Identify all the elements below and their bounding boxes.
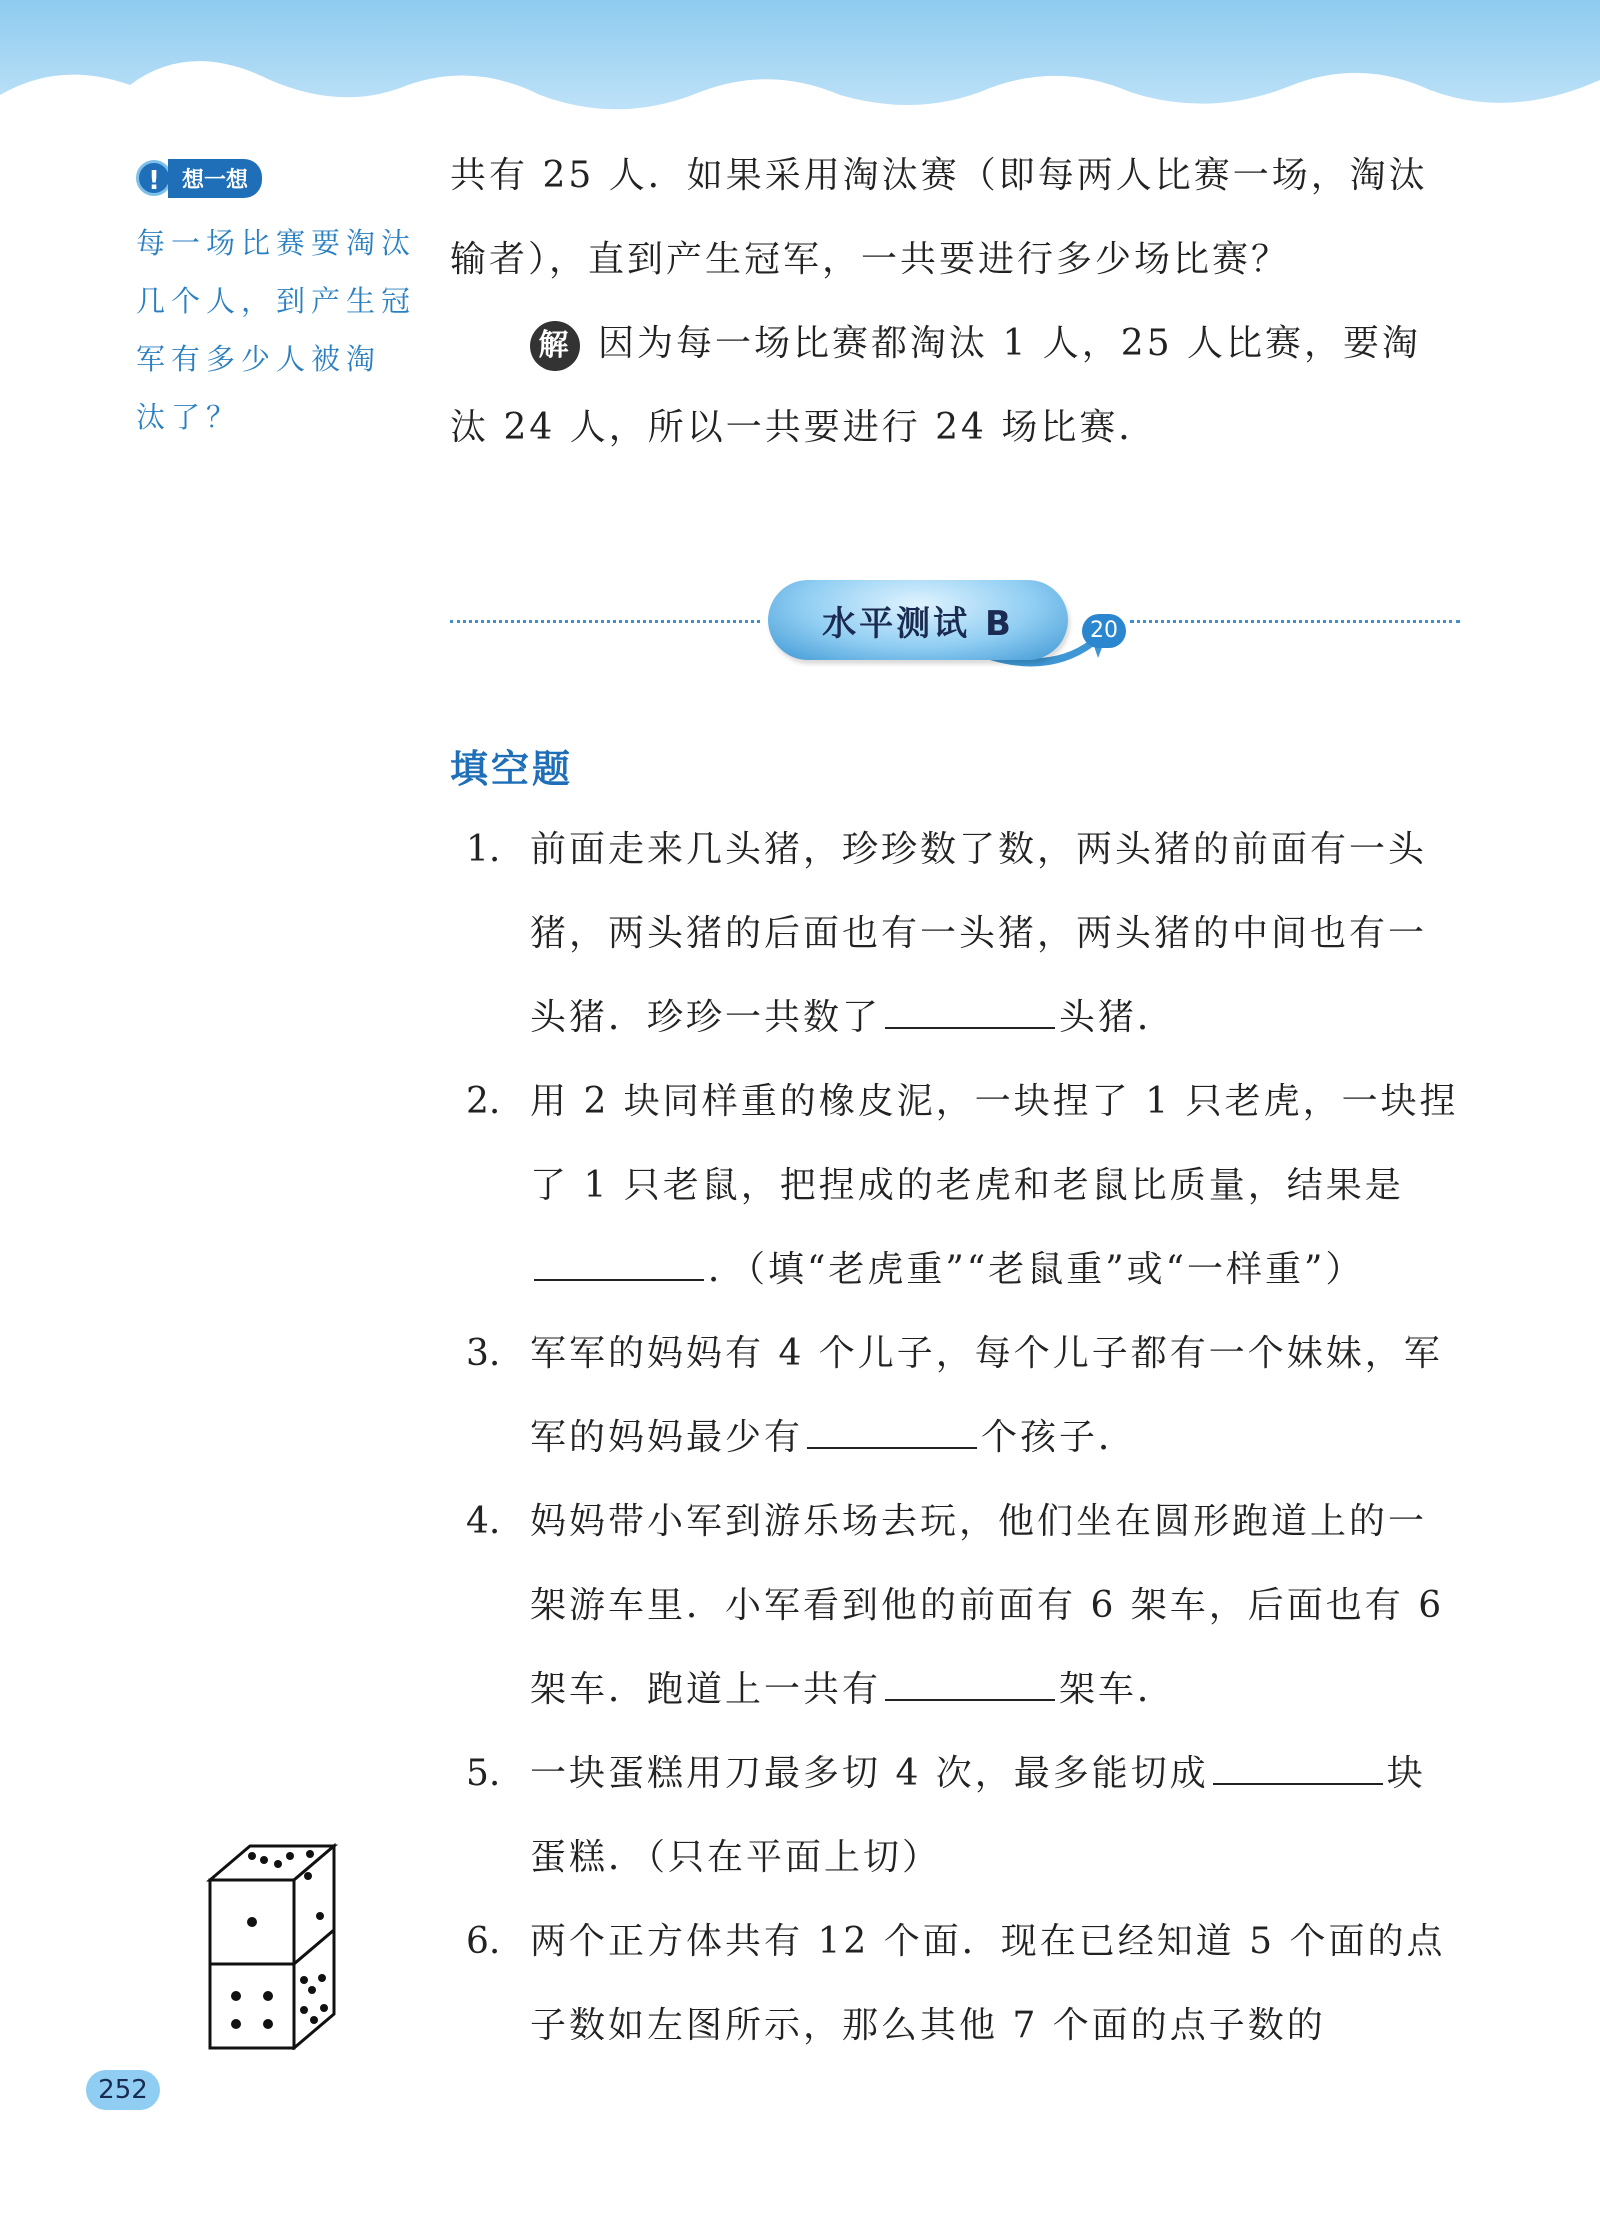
question-text-part: 架车． xyxy=(1059,1669,1177,1710)
answer-blank[interactable] xyxy=(807,1407,977,1449)
exclamation-icon: ! xyxy=(136,160,172,196)
question-text-part: 两个正方体共有 12 个面．现在已经知道 5 个面的点子数如左图所示，那么其他 7 个面的点子数的 xyxy=(530,1921,1446,2046)
solution xyxy=(450,302,1460,470)
dice-figure xyxy=(200,1840,340,2054)
question-item xyxy=(466,1480,1462,1732)
question-number: 5. xyxy=(466,1753,501,1794)
question-text-part: 头猪． xyxy=(1059,997,1177,1038)
question-text-part: 前面走来几头猪，珍珍数了数，两头猪的前面有一头猪，两头猪的后面也有一头猪，两头猪的中间也有一头猪．珍珍一共数了 xyxy=(530,829,1428,1038)
think-label: 想一想 xyxy=(168,159,262,198)
question-text-part: 用 2 块同样重的橡皮泥，一块捏了 1 只老虎，一块捏了 1 只老鼠，把捏成的老虎和老鼠比质量，结果是 xyxy=(530,1081,1459,1206)
section-title: 填空题 xyxy=(450,747,574,791)
level-badge xyxy=(768,580,1068,660)
solution-mark: 解 xyxy=(530,321,580,371)
page-number: 252 xyxy=(86,2070,160,2110)
think-badge xyxy=(136,156,416,200)
solution-line: 汰 24 人，所以一共要进行 24 场比赛． xyxy=(450,407,1158,448)
hint-line: 军有多少人被淘 xyxy=(136,342,382,376)
hint-text xyxy=(136,214,416,446)
hint-line: 汰了？ xyxy=(136,400,242,434)
question-text xyxy=(530,1480,1462,1732)
question-text xyxy=(530,1732,1462,1900)
question-item xyxy=(466,1900,1462,2068)
intro-line: 共有 25 人．如果采用淘汰赛（即每两人比赛一场，淘汰 xyxy=(450,155,1428,196)
question-item xyxy=(466,1732,1462,1900)
dotted-rule-right xyxy=(1130,620,1460,623)
question-text-part: 个孩子． xyxy=(981,1417,1138,1458)
question-text-part: 军军的妈妈有 4 个儿子，每个儿子都有一个妹妹，军军的妈妈最少有 xyxy=(530,1333,1443,1458)
question-item xyxy=(466,808,1462,1060)
question-text xyxy=(530,1900,1462,2068)
level-divider xyxy=(450,560,1460,690)
hint-line: 每一场比赛要淘汰 xyxy=(136,226,417,260)
answer-blank[interactable] xyxy=(1213,1743,1383,1785)
question-text-part: ．（填“老虎重”“老鼠重”或“一样重”） xyxy=(708,1249,1365,1290)
question-text xyxy=(530,1060,1462,1312)
cloud-header xyxy=(0,0,1600,150)
question-number: 3. xyxy=(466,1333,501,1374)
answer-blank[interactable] xyxy=(534,1239,704,1281)
question-item xyxy=(466,1312,1462,1480)
question-item xyxy=(466,1060,1462,1312)
question-number: 6. xyxy=(466,1921,501,1962)
question-number: 4. xyxy=(466,1501,501,1542)
level-number: 20 xyxy=(1082,614,1126,648)
question-text-part: 一块蛋糕用刀最多切 4 次，最多能切成 xyxy=(530,1753,1209,1794)
question-text-part: 妈妈带小军到游乐场去玩，他们坐在圆形跑道上的一架游车里．小军看到他的前面有 6 架车，后面也有 6 架车．跑道上一共有 xyxy=(530,1501,1445,1710)
intro-line: 输者），直到产生冠军，一共要进行多少场比赛？ xyxy=(450,239,1291,280)
question-text xyxy=(530,1312,1462,1480)
intro-problem xyxy=(450,134,1460,302)
answer-blank[interactable] xyxy=(885,1659,1055,1701)
question-text-part: 块蛋糕．（只在平面上切） xyxy=(530,1753,1426,1878)
solution-line xyxy=(450,302,1460,386)
dotted-rule-left xyxy=(450,620,760,623)
question-list xyxy=(466,808,1462,2068)
answer-blank[interactable] xyxy=(885,987,1055,1029)
question-number: 1. xyxy=(466,829,501,870)
solution-text: 因为每一场比赛都淘汰 1 人，25 人比赛，要淘 xyxy=(598,323,1422,364)
level-title: 水平测试 B xyxy=(822,603,1014,644)
think-sidebar xyxy=(136,156,416,446)
question-number: 2. xyxy=(466,1081,501,1122)
hint-line: 几个人，到产生冠 xyxy=(136,284,417,318)
question-text xyxy=(530,808,1462,1060)
